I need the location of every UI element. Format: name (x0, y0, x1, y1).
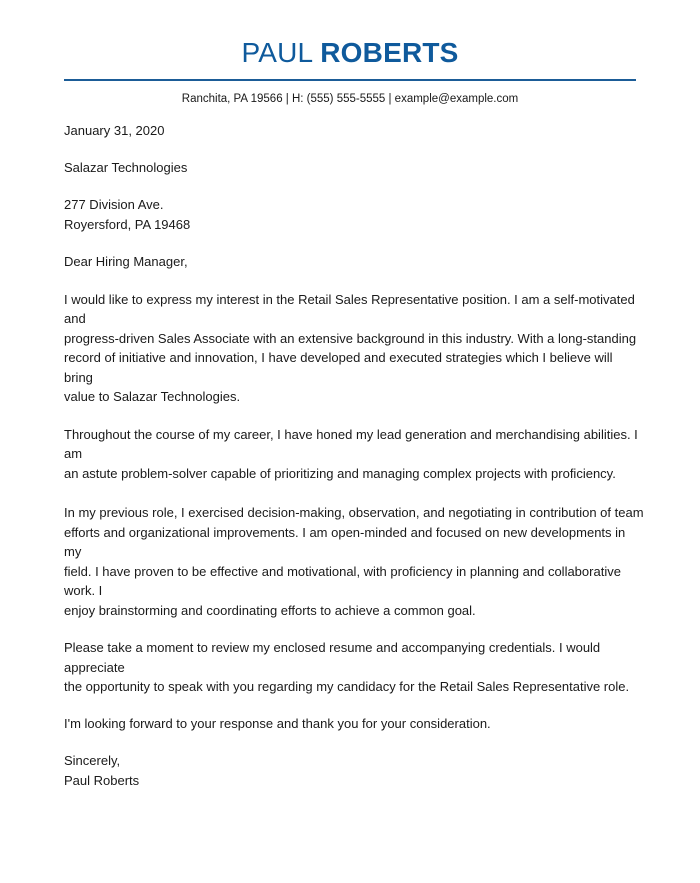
header-divider (64, 79, 636, 81)
first-name: PAUL (241, 37, 313, 68)
paragraph-line: field. I have proven to be effective and motivational, with proficiency in planning and collaborative work. I (64, 563, 621, 598)
salutation: Dear Hiring Manager, (64, 254, 188, 269)
paragraph-line: an astute problem-solver capable of prioritizing and managing complex projects with proficiency. (64, 465, 616, 481)
recipient-address (64, 195, 644, 234)
paragraph-line: record of initiative and innovation, I have developed and executed strategies which I believe will bring (64, 350, 613, 385)
letter-body (64, 121, 644, 809)
paragraph-line: efforts and organizational improvements. I am open-minded and focused on new developments in my (64, 524, 626, 559)
body-paragraph (64, 714, 644, 734)
contact-info: Ranchita, PA 19566 | H: (555) 555-5555 | example@example.com (181, 93, 519, 105)
closing: Sincerely, (64, 753, 121, 768)
paragraph-line: progress-driven Sales Associate with an extensive background in this industry. With a long-standing (64, 330, 637, 346)
paragraph-line: Throughout the course of my career, I have honed my lead generation and merchandising abilities. I am (64, 426, 638, 461)
address-line-2: Royersford, PA 19468 (64, 216, 191, 232)
applicant-name (0, 36, 700, 70)
address-line-1: 277 Division Ave. (64, 197, 164, 212)
signature: Paul Roberts (64, 772, 140, 788)
paragraph-line: I'm looking forward to your response and thank you for your consideration. (64, 715, 491, 731)
body-paragraph (64, 290, 644, 407)
body-paragraph (64, 425, 644, 484)
paragraph-line: the opportunity to speak with you regarding my candidacy for the Retail Sales Representative role. (64, 679, 630, 694)
closing-block (64, 751, 644, 790)
paragraph-line: Please take a moment to review my enclosed resume and accompanying credentials. I would appreciate (64, 640, 601, 675)
paragraph-line: In my previous role, I exercised decision-making, observation, and negotiating in contribution of team (64, 505, 644, 520)
paragraph-line: value to Salazar Technologies. (64, 389, 241, 404)
last-name: ROBERTS (320, 37, 459, 68)
paragraph-line: enjoy brainstorming and coordinating efforts to achieve a common goal. (64, 602, 476, 618)
body-paragraph (64, 638, 644, 697)
recipient-company: Salazar Technologies (64, 159, 188, 175)
letter-date: January 31, 2020 (64, 123, 165, 138)
body-paragraph (64, 503, 644, 620)
paragraph-line: I would like to express my interest in the Retail Sales Representative position. I am a self-motivated and (64, 291, 635, 326)
